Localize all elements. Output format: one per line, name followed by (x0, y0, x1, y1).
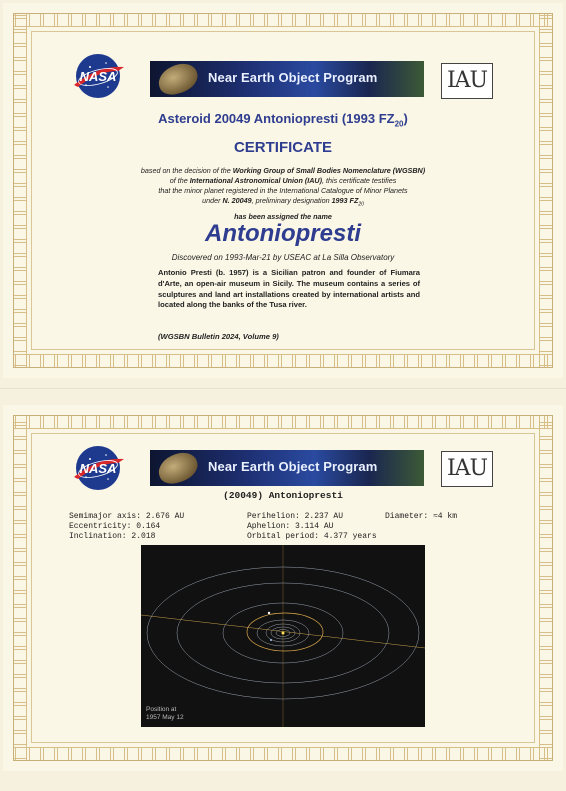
position-label: Position at 1957 May 12 (146, 706, 184, 721)
asteroid-designation: Asteroid 20049 Antoniopresti (1993 $FZ_{20}$) (158, 111, 408, 129)
inclination: Inclination: 2.018 (69, 532, 156, 541)
asteroid-image (155, 61, 202, 97)
banner-title: Near Earth Object Program (208, 70, 378, 85)
neo-program-banner (150, 450, 424, 486)
iau-logo: IAU (441, 63, 493, 99)
diameter: Diameter: ≈4 km (385, 512, 458, 521)
banner-title: Near Earth Object Program (208, 459, 378, 474)
certificate-sheet (3, 3, 563, 378)
asteroid-orbit (247, 613, 323, 651)
certificate-heading: CERTIFICATE (233, 139, 333, 156)
asteroid-position (268, 612, 270, 614)
orbital-period: Orbital period: 4.377 years (247, 532, 377, 541)
neo-program-banner (150, 61, 424, 97)
page-gap (0, 388, 566, 389)
asteroid-name: Antoniopresti (205, 220, 361, 247)
aphelion: Aphelion: 3.114 AU (247, 522, 334, 531)
bulletin-reference: (WGSBN Bulletin 2024, Volume 9) (158, 332, 279, 341)
svg-text:NASA: NASA (79, 461, 117, 476)
sun-marker (282, 632, 285, 635)
eccentricity: Eccentricity: 0.164 (69, 522, 161, 531)
orbit-sheet (3, 405, 563, 771)
citation-text: Antonio Presti (b. 1957) is a Sicilian patron and founder of Fiumara d'Arte, an open-air museum in Sicily. The museum contains a series of sculptures and land art installations created by international artists and located along the banks of the Tusa river. (158, 268, 420, 310)
semimajor-axis: Semimajor axis: 2.676 AU (69, 512, 185, 521)
nasa-logo (68, 443, 128, 493)
earth-position (270, 639, 272, 641)
svg-text:NASA: NASA (79, 69, 117, 84)
assigned-label: has been assigned the name (234, 212, 332, 221)
decision-statement: based on the decision of the Working Group of Small Bodies Nomenclature (WGSBN) of the International Astronomical Union (IAU), this certificate testifies that the minor planet registered in the International Catalogue of Minor Planets under N. 20049, preliminary designation 1993 $FZ_{20}$ (140, 166, 426, 208)
orbit-title: (20049) Antoniopresti (223, 490, 343, 501)
discovery-info: Discovered on 1993-Mar-21 by USEAC at La Silla Observatory (171, 253, 395, 262)
perihelion: Perihelion: 2.237 AU (247, 512, 344, 521)
orbit-diagram (141, 545, 425, 727)
asteroid-image (155, 450, 202, 486)
orbit-svg (141, 545, 425, 727)
nasa-logo (68, 51, 128, 101)
iau-logo: IAU (441, 451, 493, 487)
